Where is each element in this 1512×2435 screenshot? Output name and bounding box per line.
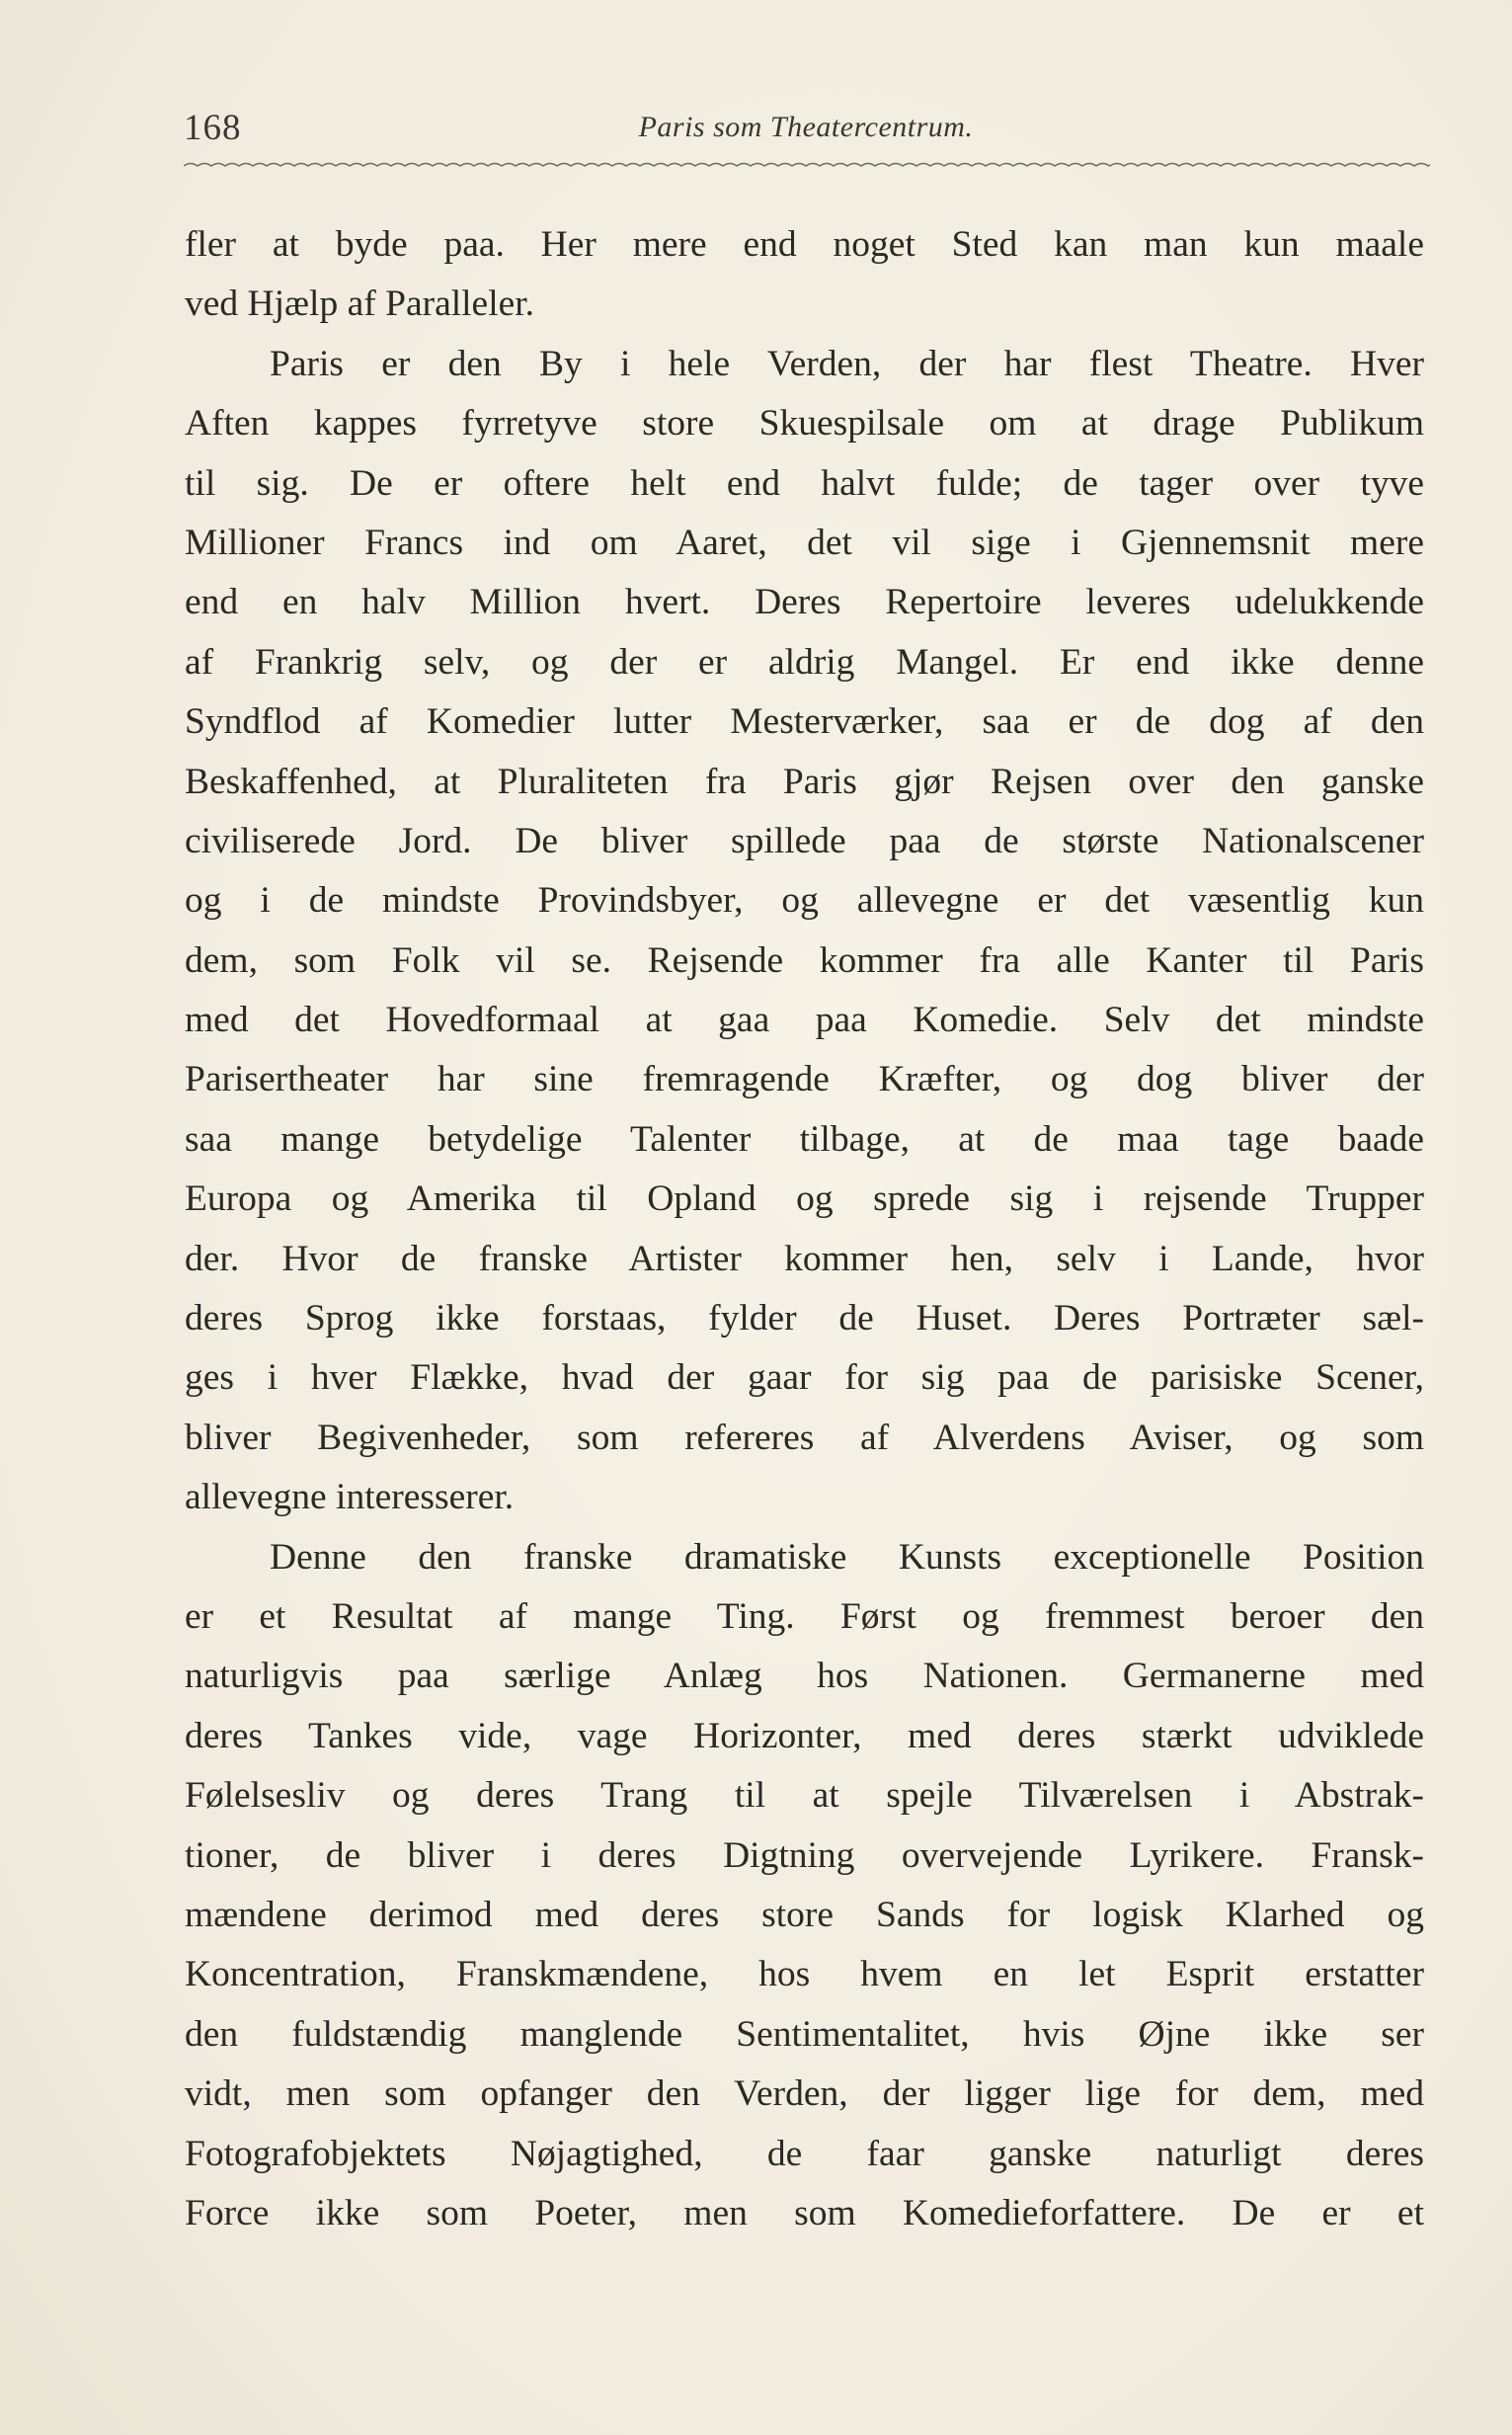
text-line: deres Tankes vide, vage Horizonter, med deres stærkt udviklede — [185, 1715, 1424, 1756]
text-line: den fuldstændig manglende Sentimentalitet, hvis Øjne ikke ser — [185, 2013, 1424, 2055]
text-line: er et Resultat af mange Ting. Først og fremmest beroer den — [185, 1595, 1424, 1637]
text-line: tioner, de bliver i deres Digtning overvejende Lyrikere. Fransk- — [185, 1834, 1424, 1876]
text-line: saa mange betydelige Talenter tilbage, at de maa tage baade — [185, 1118, 1424, 1160]
text-line: mændene derimod med deres store Sands for logisk Klarhed og — [185, 1894, 1424, 1935]
wavy-rule-ornament-icon — [184, 158, 1430, 174]
text-line: ved Hjælp af Paralleler. — [185, 284, 535, 325]
text-line: ges i hver Flække, hvad der gaar for sig paa de parisiske Scener, — [185, 1357, 1424, 1399]
page-number: 168 — [184, 108, 242, 148]
text-line: Koncentration, Franskmændene, hos hvem en let Esprit erstatter — [185, 1954, 1424, 1995]
text-line: Millioner Francs ind om Aaret, det vil sige i Gjennemsnit mere — [185, 522, 1424, 563]
text-line: end en halv Million hvert. Deres Repertoire leveres udelukkende — [185, 582, 1424, 623]
text-line: af Frankrig selv, og der er aldrig Mangel. Er end ikke denne — [185, 641, 1424, 683]
text-line: der. Hvor de franske Artister kommer hen, selv i Lande, hvor — [185, 1238, 1424, 1279]
text-line: vidt, men som opfanger den Verden, der ligger lige for dem, med — [185, 2073, 1424, 2115]
text-line: bliver Begivenheder, som refereres af Alverdens Aviser, og som — [185, 1417, 1424, 1458]
body-text — [185, 215, 1424, 2243]
text-line: naturligvis paa særlige Anlæg hos Nationen. Germanerne med — [185, 1656, 1424, 1697]
text-line: deres Sprog ikke forstaas, fylder de Huset. Deres Portræter sæl- — [185, 1298, 1424, 1339]
text-line: civiliserede Jord. De bliver spillede paa de største Nationalscener — [185, 820, 1424, 861]
page-header — [184, 107, 1428, 156]
text-line: Syndflod af Komedier lutter Mesterværker, saa er de dog af den — [185, 701, 1424, 743]
text-line: Følelsesliv og deres Trang til at spejle Tilværelsen i Abstrak- — [185, 1775, 1424, 1817]
text-line: til sig. De er oftere helt end halvt fulde; de tager over tyve — [185, 462, 1424, 504]
text-line: Force ikke som Poeter, men som Komedieforfattere. De er et — [185, 2192, 1424, 2233]
text-line: Europa og Amerika til Opland og sprede sig i rejsende Trupper — [185, 1178, 1424, 1220]
text-line: Beskaffenhed, at Pluraliteten fra Paris gjør Rejsen over den ganske — [185, 761, 1424, 802]
text-line: Paris er den By i hele Verden, der har flest Theatre. Hver — [270, 343, 1424, 384]
text-line: med det Hovedformaal at gaa paa Komedie. Selv det mindste — [185, 1000, 1424, 1041]
text-line: dem, som Folk vil se. Rejsende kommer fra alle Kanter til Paris — [185, 939, 1424, 981]
text-line: Fotografobjektets Nøjagtighed, de faar ganske naturligt deres — [185, 2133, 1424, 2174]
text-line: og i de mindste Provindsbyer, og allevegne er det væsentlig kun — [185, 880, 1424, 922]
text-line: Parisertheater har sine fremragende Kræfter, og dog bliver der — [185, 1059, 1424, 1100]
text-line: Aften kappes fyrretyve store Skuespilsale om at drage Publikum — [185, 403, 1424, 445]
text-line: allevegne interesserer. — [185, 1477, 515, 1518]
text-line: fler at byde paa. Her mere end noget Sted kan man kun maale — [185, 224, 1424, 265]
text-line: Denne den franske dramatiske Kunsts exceptionelle Position — [270, 1536, 1424, 1578]
running-title: Paris som Theatercentrum. — [638, 111, 974, 143]
